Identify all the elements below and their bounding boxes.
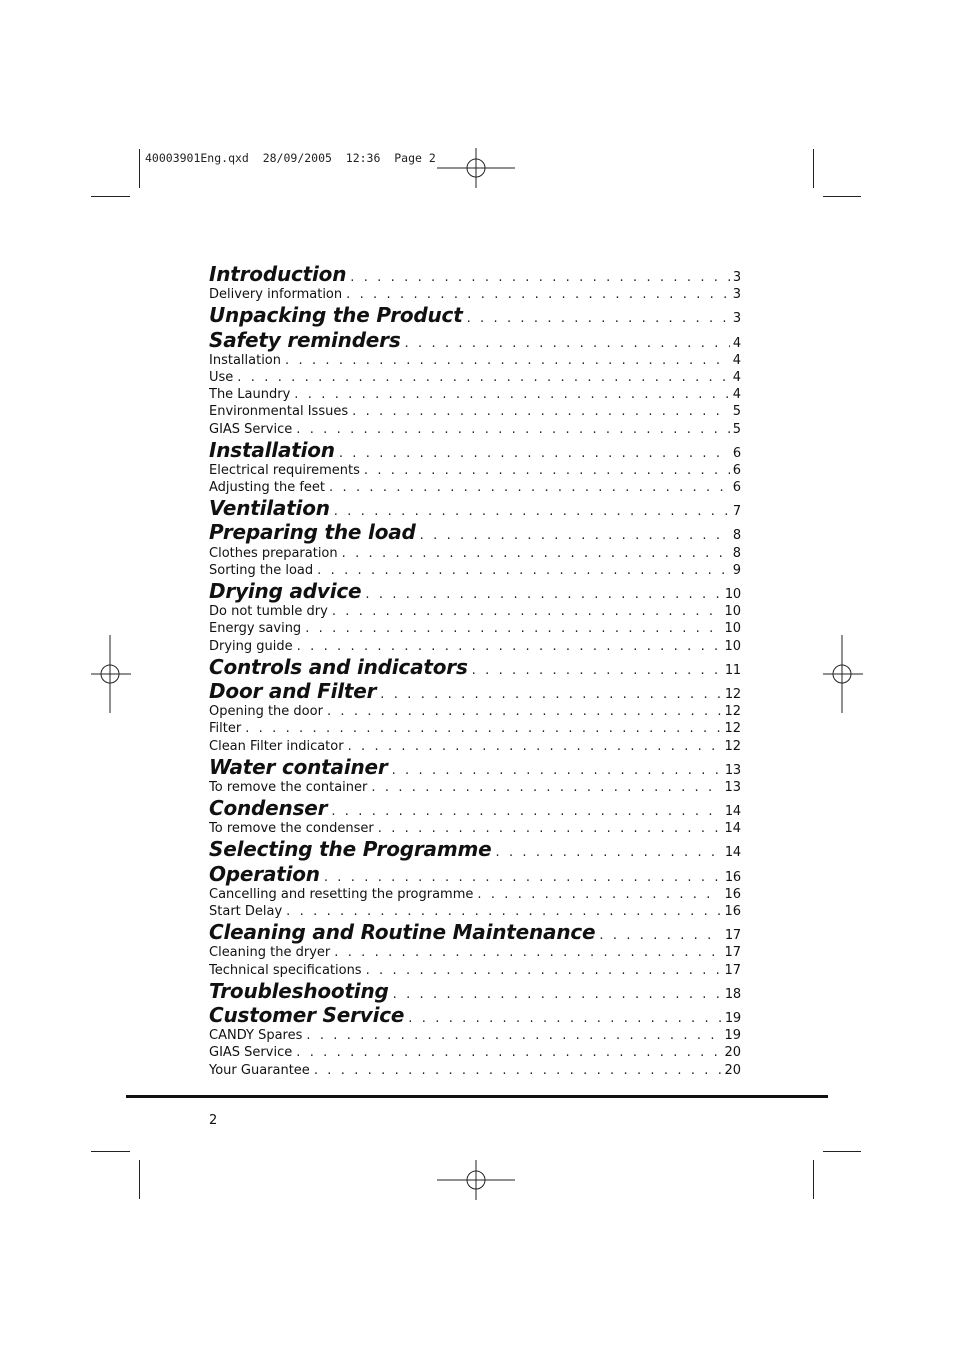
toc-dot-leader	[380, 683, 722, 703]
toc-section-entry	[209, 579, 741, 603]
toc-entry-title: Unpacking the Product	[209, 303, 463, 328]
toc-subsection-entry	[209, 962, 741, 979]
toc-entry-page: 9	[732, 562, 741, 578]
toc-entry-page: 12	[724, 704, 741, 720]
toc-subsection-entry	[209, 562, 741, 579]
toc-entry-page: 3	[732, 270, 741, 285]
toc-entry-title: Door and Filter	[209, 678, 377, 703]
toc-subsection-entry	[209, 479, 741, 496]
toc-entry-page: 5	[732, 404, 741, 420]
footer-rule	[126, 1095, 828, 1098]
toc-subsection-entry	[209, 1027, 741, 1044]
toc-entry-page: 14	[724, 804, 741, 820]
toc-dot-leader	[314, 1062, 722, 1079]
toc-dot-leader	[332, 603, 722, 620]
toc-section-entry	[209, 438, 741, 462]
toc-entry-page: 6	[732, 480, 741, 496]
toc-entry-title: The Laundry	[209, 387, 291, 403]
toc-entry-page: 12	[724, 738, 741, 754]
toc-entry-title: Cleaning and Routine Maintenance	[209, 920, 596, 945]
toc-entry-title: Cancelling and resetting the programme	[209, 886, 474, 902]
toc-entry-title: GIAS Service	[209, 421, 293, 437]
toc-entry-page: 13	[724, 779, 741, 795]
toc-entry-title: Your Guarantee	[209, 1062, 310, 1078]
toc-entry-title: Ventilation	[209, 496, 330, 521]
toc-entry-page: 20	[724, 1062, 741, 1078]
crop-mark-top-right-h	[823, 196, 861, 197]
toc-dot-leader	[297, 638, 722, 655]
toc-entry-page: 10	[724, 587, 741, 602]
toc-entry-title: Clean Filter indicator	[209, 738, 344, 754]
toc-entry-title: Start Delay	[209, 904, 283, 919]
toc-section-entry	[209, 328, 741, 352]
toc-entry-page: 4	[732, 335, 741, 351]
page-number: 2	[209, 1113, 218, 1128]
crop-mark-bottom-left-h	[91, 1151, 130, 1152]
toc-dot-leader	[305, 620, 721, 637]
toc-entry-page: 7	[732, 504, 741, 520]
toc-entry-title: Installation	[209, 437, 335, 462]
toc-entry-title: Electrical requirements	[209, 462, 360, 478]
toc-section-entry	[209, 655, 741, 679]
toc-dot-leader	[420, 524, 730, 544]
toc-dot-leader	[306, 1027, 721, 1044]
toc-entry-page: 4	[732, 369, 741, 385]
toc-entry-page: 10	[724, 638, 741, 654]
registration-mark-left-icon	[90, 634, 132, 714]
toc-entry-page: 4	[732, 387, 741, 403]
toc-entry-title: Adjusting the feet	[209, 480, 326, 496]
toc-section-entry	[209, 262, 741, 286]
toc-dot-leader	[334, 944, 721, 961]
toc-subsection-entry	[209, 603, 741, 620]
toc-entry-title: CANDY Spares	[209, 1028, 303, 1044]
toc-entry-title: Condenser	[209, 796, 328, 821]
toc-dot-leader	[245, 720, 721, 737]
toc-section-entry	[209, 1003, 741, 1027]
toc-entry-page: 19	[724, 1028, 741, 1044]
toc-dot-leader	[599, 924, 721, 944]
toc-subsection-entry	[209, 903, 741, 920]
toc-subsection-entry	[209, 703, 741, 720]
toc-entry-title: To remove the container	[209, 779, 368, 795]
toc-subsection-entry	[209, 1062, 741, 1079]
toc-subsection-entry	[209, 820, 741, 837]
toc-dot-leader	[405, 332, 730, 352]
toc-section-entry	[209, 837, 741, 861]
crop-mark-bottom-left-v	[139, 1160, 140, 1199]
toc-entry-title: Use	[209, 369, 234, 385]
toc-entry-title: Introduction	[209, 262, 347, 286]
toc-entry-page: 5	[732, 421, 741, 437]
toc-dot-leader	[237, 369, 729, 386]
toc-entry-title: Customer Service	[209, 1002, 405, 1027]
toc-dot-leader	[350, 266, 730, 286]
toc-entry-page: 6	[732, 462, 741, 478]
toc-dot-leader	[327, 703, 722, 720]
toc-entry-title: Safety reminders	[209, 327, 401, 352]
toc-entry-page: 20	[724, 1045, 741, 1061]
toc-dot-leader	[366, 962, 722, 979]
crop-mark-bottom-right-h	[823, 1151, 861, 1152]
toc-section-entry	[209, 920, 741, 944]
toc-dot-leader	[329, 479, 730, 496]
toc-section-entry	[209, 496, 741, 520]
toc-dot-leader	[294, 386, 729, 403]
toc-dot-leader	[352, 403, 730, 420]
toc-entry-title: Technical specifications	[209, 962, 362, 978]
print-slug: 40003901Eng.qxd 28/09/2005 12:36 Page 2	[145, 151, 436, 165]
toc-dot-leader	[495, 841, 721, 861]
toc-section-entry	[209, 862, 741, 886]
toc-entry-page: 14	[724, 821, 741, 837]
toc-entry-title: Delivery information	[209, 287, 343, 303]
toc-dot-leader	[331, 800, 722, 820]
toc-entry-title: Do not tumble dry	[209, 604, 328, 620]
toc-entry-page: 19	[724, 1010, 741, 1026]
toc-subsection-entry	[209, 352, 741, 369]
registration-mark-bottom-icon	[437, 1160, 517, 1202]
toc-dot-leader	[339, 442, 730, 462]
toc-entry-title: Preparing the load	[209, 520, 416, 545]
toc-dot-leader	[348, 738, 722, 755]
toc-dot-leader	[286, 903, 721, 920]
toc-subsection-entry	[209, 462, 741, 479]
toc-subsection-entry	[209, 545, 741, 562]
toc-subsection-entry	[209, 403, 741, 420]
toc-dot-leader	[296, 1044, 721, 1061]
toc-section-entry	[209, 979, 741, 1003]
toc-entry-page: 17	[724, 962, 741, 978]
toc-subsection-entry	[209, 738, 741, 755]
toc-entry-title: Drying advice	[209, 579, 362, 603]
toc-subsection-entry	[209, 886, 741, 903]
toc-entry-title: Troubleshooting	[209, 978, 389, 1003]
toc-entry-title: Cleaning the dryer	[209, 945, 331, 961]
toc-entry-title: GIAS Service	[209, 1045, 293, 1061]
toc-section-entry	[209, 679, 741, 703]
toc-entry-title: Opening the door	[209, 704, 323, 720]
toc-entry-title: Operation	[209, 861, 320, 886]
toc-entry-page: 12	[724, 686, 741, 702]
toc-entry-page: 12	[724, 721, 741, 737]
toc-entry-page: 4	[732, 352, 741, 368]
toc-entry-page: 3	[732, 311, 741, 327]
crop-mark-top-left-h	[91, 196, 130, 197]
toc-dot-leader	[392, 759, 722, 779]
toc-dot-leader	[408, 1007, 722, 1027]
toc-subsection-entry	[209, 386, 741, 403]
toc-entry-title: Clothes preparation	[209, 545, 338, 561]
toc-entry-page: 10	[724, 604, 741, 620]
registration-mark-right-icon	[822, 634, 864, 714]
toc-entry-page: 16	[724, 886, 741, 902]
toc-dot-leader	[365, 583, 721, 603]
toc-entry-title: Environmental Issues	[209, 404, 349, 420]
toc-entry-page: 6	[732, 445, 741, 461]
toc-entry-title: Installation	[209, 352, 282, 368]
toc-subsection-entry	[209, 286, 741, 303]
toc-dot-leader	[317, 562, 730, 579]
toc-dot-leader	[477, 886, 721, 903]
toc-entry-title: Controls and indicators	[209, 654, 468, 679]
toc-subsection-entry	[209, 620, 741, 637]
toc-entry-page: 18	[724, 986, 741, 1002]
toc-dot-leader	[342, 545, 730, 562]
toc-entry-page: 8	[732, 528, 741, 544]
crop-mark-top-left-v	[139, 149, 140, 188]
toc-section-entry	[209, 796, 741, 820]
toc-dot-leader	[324, 866, 722, 886]
toc-entry-page: 16	[724, 904, 741, 919]
toc-entry-page: 3	[732, 287, 741, 303]
toc-dot-leader	[393, 983, 722, 1003]
toc-subsection-entry	[209, 638, 741, 655]
toc-entry-page: 8	[732, 545, 741, 561]
toc-subsection-entry	[209, 421, 741, 438]
toc-dot-leader	[467, 307, 730, 327]
registration-mark-top-icon	[437, 148, 517, 190]
crop-mark-top-right-v	[813, 149, 814, 188]
toc-entry-page: 17	[724, 928, 741, 944]
toc-dot-leader	[334, 500, 730, 520]
toc-dot-leader	[371, 779, 721, 796]
table-of-contents	[209, 262, 741, 1079]
toc-entry-title: Drying guide	[209, 638, 293, 654]
toc-dot-leader	[346, 286, 730, 303]
toc-entry-page: 13	[724, 762, 741, 778]
toc-subsection-entry	[209, 720, 741, 737]
toc-dot-leader	[472, 659, 722, 679]
toc-subsection-entry	[209, 1044, 741, 1061]
toc-entry-title: To remove the condenser	[209, 821, 374, 837]
toc-dot-leader	[285, 352, 730, 369]
toc-entry-page: 16	[724, 869, 741, 885]
toc-entry-page: 11	[724, 662, 741, 678]
toc-dot-leader	[364, 462, 730, 479]
toc-section-entry	[209, 303, 741, 327]
toc-subsection-entry	[209, 944, 741, 961]
toc-entry-title: Water container	[209, 754, 388, 779]
toc-dot-leader	[378, 820, 722, 837]
toc-entry-title: Selecting the Programme	[209, 837, 492, 862]
toc-entry-title: Energy saving	[209, 621, 302, 637]
toc-section-entry	[209, 520, 741, 544]
toc-entry-title: Filter	[209, 721, 242, 737]
toc-entry-page: 17	[724, 945, 741, 961]
toc-subsection-entry	[209, 779, 741, 796]
toc-entry-title: Sorting the load	[209, 562, 314, 578]
toc-dot-leader	[296, 421, 729, 438]
toc-entry-page: 10	[724, 621, 741, 637]
toc-subsection-entry	[209, 369, 741, 386]
toc-entry-page: 14	[724, 845, 741, 861]
toc-section-entry	[209, 755, 741, 779]
crop-mark-bottom-right-v	[813, 1160, 814, 1199]
